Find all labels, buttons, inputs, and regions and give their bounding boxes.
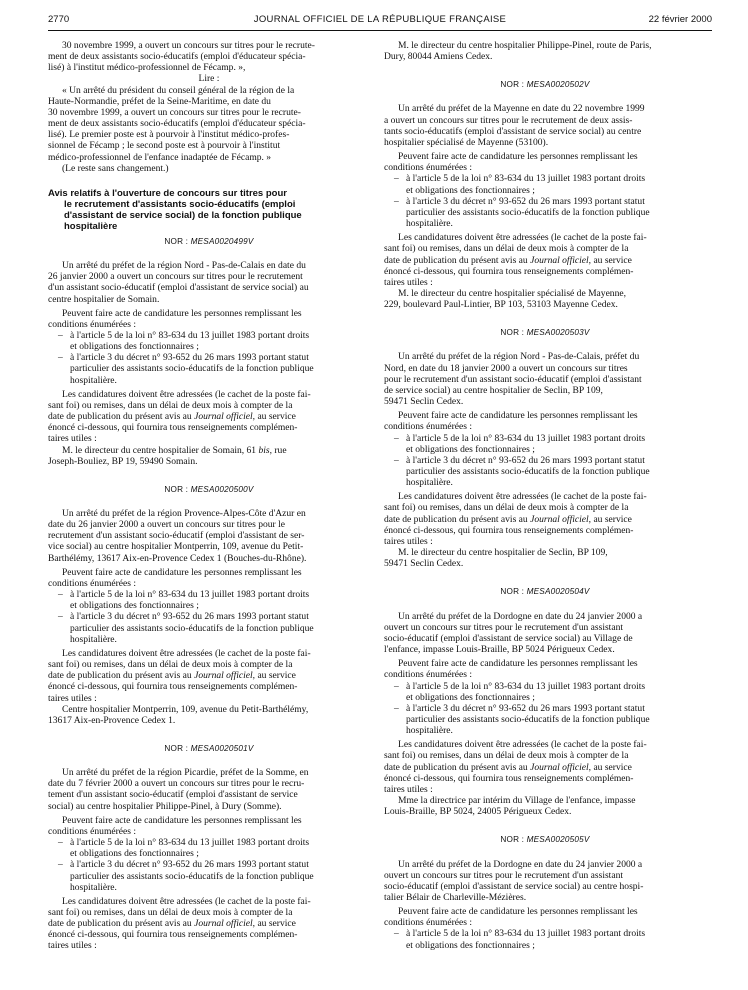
notice-4-candidatures-line: date de publication du présent avis au [384,254,531,266]
section-title [48,188,370,232]
nor-4 [384,79,706,90]
notice-3-candidatures [48,896,370,952]
notice-3-arrete-line: date du 7 février 2000 a ouvert un concours sur titres pour le recru- [48,778,305,790]
notice-7-condition-1-line: à l'article 5 de la loi n° 83-634 du 13 juillet 1983 portant droits [406,928,646,940]
notice-3-address-line: M. le directeur du centre hospitalier Philippe-Pinel, route de Paris, [398,40,652,51]
notice-2-arrete [48,508,370,564]
notice-4-candidatures [384,232,706,288]
notice-6-conditions-line: conditions énumérées : [384,669,473,681]
nor-code: MESA0020501V [190,743,254,753]
notice-3-address [384,40,706,62]
notice-6-condition-2-line: particulier des assistants socio-éducatifs de la fonction publique [406,713,650,725]
erratum-intro-line: lisé) à l'institut médico-professionnel de Fécamp. », [48,62,246,74]
notice-2-condition-1 [48,589,370,611]
notice-2-arrete-line: recrutement d'un assistant socio-éducatif (emploi d'assistant de ser- [48,530,305,542]
section-title-line: le recrutement d'assistants socio-éducatifs (emploi [64,198,296,210]
notice-1-candidatures-line: date de publication du présent avis au [48,411,195,423]
notice-3-condition-1-line: et obligations des fonctionnaires ; [70,848,199,860]
notice-3-address-line: Dury, 80044 Amiens Cedex. [384,51,493,63]
notice-5-condition-2-line: à l'article 3 du décret n° 93-652 du 26 mars 1993 portant statut [406,454,645,466]
notice-5-condition-2-line: hospitalière. [406,477,453,489]
notice-3-conditions [48,815,370,837]
notice-6-arrete-line: ouvert un concours sur titres pour le recrutement d'un assistant [384,621,624,633]
dash-marker: – [58,589,63,601]
notice-4-address [384,288,706,310]
notice-2-arrete-line: Barthélémy, 13617 Aix-en-Provence Cedex 1 (Bouches-du-Rhône). [48,552,307,564]
notice-4-candidatures-line: énoncé ci-dessous, qui fournira tous renseignements complémen- [384,265,634,277]
notice-2-address-line: Centre hospitalier Montperrin, 109, avenue du Petit-Barthélémy, [62,703,309,715]
notice-7-arrete-line: socio-éducatif (emploi d'assistant de service social) au centre hospi- [384,880,644,892]
notice-6-address [384,795,706,817]
dash-marker: – [58,352,63,364]
nor-5 [384,327,706,338]
dash-marker: – [394,928,399,940]
issue-date: 22 février 2000 [648,14,712,25]
notice-3-candidatures-line: taires utiles : [48,940,97,952]
notice-5-arrete-line: de service social) au centre hospitalier de Seclin, BP 109, [384,384,603,396]
dash-marker: – [394,195,399,207]
erratum-intro-line: ment de deux assistants socio-éducatifs (emploi d'éducateur spécia- [48,51,306,63]
notice-5-arrete [384,351,706,407]
erratum-quote-line: lisé). Le premier poste est à pourvoir à l'institut médico-profes- [48,129,290,141]
journal-officiel-ref: Journal officiel, [530,254,592,266]
notice-1-condition-2-line: hospitalière. [70,374,117,386]
erratum-intro [48,40,370,73]
journal-officiel-ref: Journal officiel, [194,670,256,682]
journal-officiel-ref: Journal officiel, [530,513,592,525]
notice-2-condition-1-line: à l'article 5 de la loi n° 83-634 du 13 juillet 1983 portant droits [70,589,310,601]
notice-3-condition-2-line: à l'article 3 du décret n° 93-652 du 26 mars 1993 portant statut [70,859,309,871]
notice-1-arrete-line: centre hospitalier de Somain. [48,293,160,305]
notice-1-condition-1-line: à l'article 5 de la loi n° 83-634 du 13 juillet 1983 portant droits [70,329,310,341]
notice-1-arrete-line: 26 janvier 2000 a ouvert un concours sur titres pour le recrutement [48,271,303,283]
notice-5-condition-1 [384,433,706,455]
nor-label: NOR : [164,236,191,246]
notice-5-condition-2 [384,455,706,488]
erratum-quote [48,85,370,163]
dash-marker: – [58,859,63,871]
notice-1-arrete-line: Un arrêté du préfet de la région Nord - Pas-de-Calais en date du [62,260,306,272]
notice-2-conditions-line: Peuvent faire acte de candidature les personnes remplissant les [62,566,302,578]
erratum-intro-line: 30 novembre 1999, a ouvert un concours sur titres pour le recrute- [62,40,315,51]
notice-3-candidatures-line: sant foi) ou remises, dans un délai de deux mois à compter de la [48,907,293,918]
notice-5-conditions-line: conditions énumérées : [384,421,473,433]
dash-marker: – [394,680,399,692]
notice-5-candidatures [384,491,706,547]
notice-3-conditions-line: conditions énumérées : [48,825,137,837]
notice-4-condition-1 [384,173,706,195]
notice-1-condition-1 [48,330,370,352]
notice-6-candidatures [384,739,706,795]
notice-1-address-line: Joseph-Bouliez, BP 19, 59490 Somain. [48,455,198,467]
nor-7 [384,834,706,845]
notice-4-conditions [384,151,706,173]
notice-5-conditions [384,410,706,432]
notice-7-arrete-line: talier Bélair de Charleville-Mézières. [384,892,527,903]
notice-4-condition-1-line: à l'article 5 de la loi n° 83-634 du 13 juillet 1983 portant droits [406,173,646,185]
notice-2-address-line: 13617 Aix-en-Provence Cedex 1. [48,714,176,726]
notice-2-condition-2-line: particulier des assistants socio-éducatifs de la fonction publique [70,622,314,634]
notice-2-candidatures-line: taires utiles : [48,692,97,704]
nor-2 [48,484,370,495]
notice-3-condition-2 [48,859,370,892]
notice-3-arrete [48,767,370,812]
notice-5-arrete-line: Nord, en date du 18 janvier 2000 a ouvert un concours sur titres [384,362,628,374]
notice-2-condition-2-line: à l'article 3 du décret n° 93-652 du 26 mars 1993 portant statut [70,611,309,623]
nor-1 [48,236,370,247]
notice-1-candidatures-line: Les candidatures doivent être adressées (le cachet de la poste fai- [62,388,311,400]
notice-6-candidatures-line: sant foi) ou remises, dans un délai de deux mois à compter de la [384,750,629,762]
dash-marker: – [394,454,399,466]
right-column [384,40,706,951]
notice-3-arrete-line: tement d'un assistant socio-éducatif (emploi d'assistant de service [48,789,298,801]
notice-3-conditions-line: Peuvent faire acte de candidature les personnes remplissant les [62,814,302,826]
notice-6-address-line: Mme la directrice par intérim du Village de l'enfance, impasse [398,795,636,807]
notice-6-condition-2 [384,703,706,736]
notice-2-arrete-line: vice social) au centre hospitalier Montperrin, 109, avenue du Petit- [48,541,304,553]
notice-6-candidatures-line: taires utiles : [384,783,433,795]
notice-2-conditions [48,567,370,589]
notice-5-conditions-line: Peuvent faire acte de candidature les personnes remplissant les [398,410,638,422]
notice-7-arrete-line: Un arrêté du préfet de la Dordogne en date du 24 janvier 2000 a [398,858,643,870]
bis-marker: bis, [258,444,272,456]
dash-marker: – [394,173,399,185]
erratum-quote-line: ment de deux assistants socio-éducatifs (emploi d'éducateur spécia- [48,118,306,130]
dash-marker: – [58,837,63,849]
notice-6-candidatures-line: au service [591,761,632,773]
reste-note [48,163,370,174]
notice-5-candidatures-line: énoncé ci-dessous, qui fournira tous renseignements complémen- [384,524,634,536]
page-number: 2770 [48,14,70,25]
notice-1-conditions-line: Peuvent faire acte de candidature les personnes remplissant les [62,307,302,319]
erratum-quote-line: 30 novembre 1999, a ouvert un concours sur titres pour le recrute- [48,106,301,118]
notice-4-candidatures-line: sant foi) ou remises, dans un délai de deux mois à compter de la [384,243,629,255]
notice-2-candidatures [48,648,370,704]
notice-5-arrete-line: pour le recrutement d'un assistant socio-éducatif (emploi d'assistant [384,373,642,385]
notice-5-candidatures-line: taires utiles : [384,535,433,547]
notice-7-conditions-line: conditions énumérées : [384,917,473,929]
notice-1-address-line: M. le directeur du centre hospitalier de Somain, 61 [62,444,259,456]
notice-6-condition-2-line: à l'article 3 du décret n° 93-652 du 26 mars 1993 portant statut [406,702,645,714]
notice-4-condition-2-line: particulier des assistants socio-éducatifs de la fonction publique [406,206,650,218]
nor-label: NOR : [500,328,527,338]
journal-title: JOURNAL OFFICIEL DE LA RÉPUBLIQUE FRANÇAISE [253,14,507,25]
notice-5-address-line: M. le directeur du centre hospitalier de Seclin, BP 109, [398,547,608,559]
erratum-quote-line: « Un arrêté du président du conseil général de la région de la [62,84,295,96]
notice-1-address-line: rue [271,444,287,456]
section-title-line: hospitalière [64,220,118,232]
notice-6-address-line: Louis-Braille, BP 5024, 24005 Périgueux Cedex. [384,806,572,818]
notice-3-condition-2-line: particulier des assistants socio-éducatifs de la fonction publique [70,870,314,882]
notice-1-arrete [48,260,370,305]
notice-6-conditions-line: Peuvent faire acte de candidature les personnes remplissant les [398,658,638,670]
notice-1-candidatures-line: énoncé ci-dessous, qui fournira tous renseignements complémen- [48,422,298,434]
notice-1-address [48,445,370,467]
notice-2-address [48,704,370,726]
notice-7-conditions [384,906,706,928]
notice-5-candidatures-line: date de publication du présent avis au [384,513,531,525]
notice-2-arrete-line: Un arrêté du préfet de la région Provence-Alpes-Côte d'Azur en [62,508,306,519]
notice-4-condition-2-line: hospitalière. [406,218,453,230]
notice-5-condition-1-line: à l'article 5 de la loi n° 83-634 du 13 juillet 1983 portant droits [406,432,646,444]
notice-6-condition-2-line: hospitalière. [406,725,453,737]
lire-label-line: Lire : [198,73,220,85]
nor-code: MESA0020503V [526,328,590,338]
notice-5-candidatures-line: au service [591,513,632,525]
notice-7-condition-1 [384,928,706,950]
header-rule [48,30,712,31]
nor-code: MESA0020505V [526,835,590,845]
notice-5-condition-1-line: et obligations des fonctionnaires ; [406,443,535,455]
notice-1-candidatures-line: taires utiles : [48,433,97,445]
notice-2-condition-2-line: hospitalière. [70,633,117,645]
notice-4-arrete-line: a ouvert un concours sur titres pour le recrutement de deux assis- [384,114,633,126]
notice-6-arrete-line: Un arrêté du préfet de la Dordogne en date du 24 janvier 2000 a [398,610,643,622]
nor-label: NOR : [164,484,191,494]
notice-3-condition-1-line: à l'article 5 de la loi n° 83-634 du 13 juillet 1983 portant droits [70,837,310,849]
notice-7-condition-1-line: et obligations des fonctionnaires ; [406,939,535,951]
left-column [48,40,370,952]
nor-label: NOR : [500,587,527,597]
nor-code: MESA0020502V [526,80,590,90]
notice-4-condition-2-line: à l'article 3 du décret n° 93-652 du 26 mars 1993 portant statut [406,195,645,207]
erratum-quote-line: sionnel de Fécamp ; le second poste est à pourvoir à l'institut [48,140,281,152]
notice-1-conditions [48,308,370,330]
dash-marker: – [394,702,399,714]
notice-1-condition-2 [48,352,370,385]
notice-4-candidatures-line: au service [591,254,632,266]
notice-6-conditions [384,658,706,680]
nor-code: MESA0020499V [190,236,254,246]
notice-3-condition-1 [48,837,370,859]
section-title-line: Avis relatifs à l'ouverture de concours sur titres pour [48,187,287,199]
dash-marker: – [58,329,63,341]
notice-3-candidatures-line: au service [255,918,296,930]
notice-4-address-line: M. le directeur du centre hospitalier spécialisé de Mayenne, [398,287,626,299]
notice-6-candidatures-line: énoncé ci-dessous, qui fournira tous renseignements complémen- [384,772,634,784]
notice-4-candidatures-line: Les candidatures doivent être adressées (le cachet de la poste fai- [398,232,647,244]
nor-code: MESA0020504V [526,587,590,597]
notice-3-condition-2-line: hospitalière. [70,881,117,893]
notice-1-candidatures [48,389,370,445]
notice-2-arrete-line: date du 26 janvier 2000 a ouvert un concours sur titres pour le [48,519,286,531]
notice-6-condition-1 [384,681,706,703]
notice-4-conditions-line: conditions énumérées : [384,162,473,174]
notice-1-candidatures-line: sant foi) ou remises, dans un délai de deux mois à compter de la [48,399,293,411]
notice-1-arrete-line: d'un assistant socio-éducatif (emploi d'assistant de service social) au [48,282,309,294]
notice-7-conditions-line: Peuvent faire acte de candidature les personnes remplissant les [398,906,638,918]
notice-2-candidatures-line: énoncé ci-dessous, qui fournira tous renseignements complémen- [48,681,298,693]
notice-5-address [384,547,706,569]
notice-1-condition-1-line: et obligations des fonctionnaires ; [70,341,199,353]
journal-officiel-ref: Journal officiel, [530,761,592,773]
notice-6-arrete-line: l'enfance, impasse Louis-Braille, BP 5024 Périgueux Cedex. [384,644,615,656]
notice-2-candidatures-line: date de publication du présent avis au [48,670,195,682]
notice-7-arrete-line: ouvert un concours sur titres pour le recrutement d'un assistant [384,869,624,881]
notice-4-condition-1-line: et obligations des fonctionnaires ; [406,184,535,196]
notice-4-address-line: 229, boulevard Paul-Lintier, BP 103, 53103 Mayenne Cedex. [384,299,618,311]
notice-1-candidatures-line: au service [255,411,296,423]
journal-officiel-ref: Journal officiel, [194,411,256,423]
notice-6-condition-1-line: à l'article 5 de la loi n° 83-634 du 13 juillet 1983 portant droits [406,680,646,692]
nor-label: NOR : [164,743,191,753]
notice-5-address-line: 59471 Seclin Cedex. [384,558,464,570]
notice-5-arrete-line: 59471 Seclin Cedex. [384,396,464,408]
notice-7-arrete [384,859,706,904]
notice-5-candidatures-line: Les candidatures doivent être adressées (le cachet de la poste fai- [398,491,647,503]
notice-1-condition-2-line: particulier des assistants socio-éducatifs de la fonction publique [70,363,314,375]
notice-4-arrete-line: Un arrêté du préfet de la Mayenne en date du 22 novembre 1999 [398,103,645,115]
nor-3 [48,743,370,754]
nor-6 [384,586,706,597]
notice-1-condition-2-line: à l'article 3 du décret n° 93-652 du 26 mars 1993 portant statut [70,352,309,364]
notice-4-arrete [384,103,706,148]
notice-3-candidatures-line: énoncé ci-dessous, qui fournira tous renseignements complémen- [48,929,298,941]
notice-3-arrete-line: social) au centre hospitalier Philippe-Pinel, à Dury (Somme). [48,800,282,812]
notice-1-conditions-line: conditions énumérées : [48,318,137,330]
notice-4-arrete-line: hospitalier spécialisé de Mayenne (53100). [384,136,549,148]
notice-4-conditions-line: Peuvent faire acte de candidature les personnes remplissant les [398,151,638,163]
notice-6-arrete-line: socio-éducatif (emploi d'assistant de service social) au Village de [384,632,633,644]
erratum-quote-line: Haute-Normandie, préfet de la Seine-Maritime, en date du [48,95,271,107]
notice-5-candidatures-line: sant foi) ou remises, dans un délai de deux mois à compter de la [384,502,629,514]
notice-6-condition-1-line: et obligations des fonctionnaires ; [406,691,535,703]
notice-6-arrete [384,611,706,656]
notice-2-candidatures-line: au service [255,670,296,682]
nor-code: MESA0020500V [190,484,254,494]
nor-label: NOR : [500,835,527,845]
notice-3-arrete-line: Un arrêté du préfet de la région Picardie, préfet de la Somme, en [62,767,309,779]
erratum-quote-line: médico-professionnel de l'enfance inadaptée de Fécamp. » [48,151,272,163]
journal-officiel-ref: Journal officiel, [194,918,256,930]
dash-marker: – [394,432,399,444]
notice-4-arrete-line: tants socio-éducatifs (emploi d'assistant de service social) au centre [384,125,642,137]
reste-note-line: (Le reste sans changement.) [62,162,169,174]
lire-label [48,73,370,84]
notice-3-candidatures-line: date de publication du présent avis au [48,918,195,930]
notice-3-candidatures-line: Les candidatures doivent être adressées (le cachet de la poste fai- [62,895,311,907]
notice-2-condition-2 [48,611,370,644]
notice-4-condition-2 [384,196,706,229]
nor-label: NOR : [500,80,527,90]
notice-5-condition-2-line: particulier des assistants socio-éducatifs de la fonction publique [406,466,650,477]
notice-5-arrete-line: Un arrêté du préfet de la région Nord - Pas-de-Calais, préfet du [398,351,640,363]
dash-marker: – [58,611,63,623]
notice-2-condition-1-line: et obligations des fonctionnaires ; [70,600,199,612]
notice-6-candidatures-line: date de publication du présent avis au [384,761,531,773]
notice-2-conditions-line: conditions énumérées : [48,577,137,589]
section-title-line: d'assistant de service social) de la fonction publique [64,209,302,221]
notice-2-candidatures-line: sant foi) ou remises, dans un délai de deux mois à compter de la [48,659,293,671]
notice-2-candidatures-line: Les candidatures doivent être adressées (le cachet de la poste fai- [62,647,311,659]
notice-6-candidatures-line: Les candidatures doivent être adressées (le cachet de la poste fai- [398,739,647,751]
notice-4-candidatures-line: taires utiles : [384,276,433,288]
